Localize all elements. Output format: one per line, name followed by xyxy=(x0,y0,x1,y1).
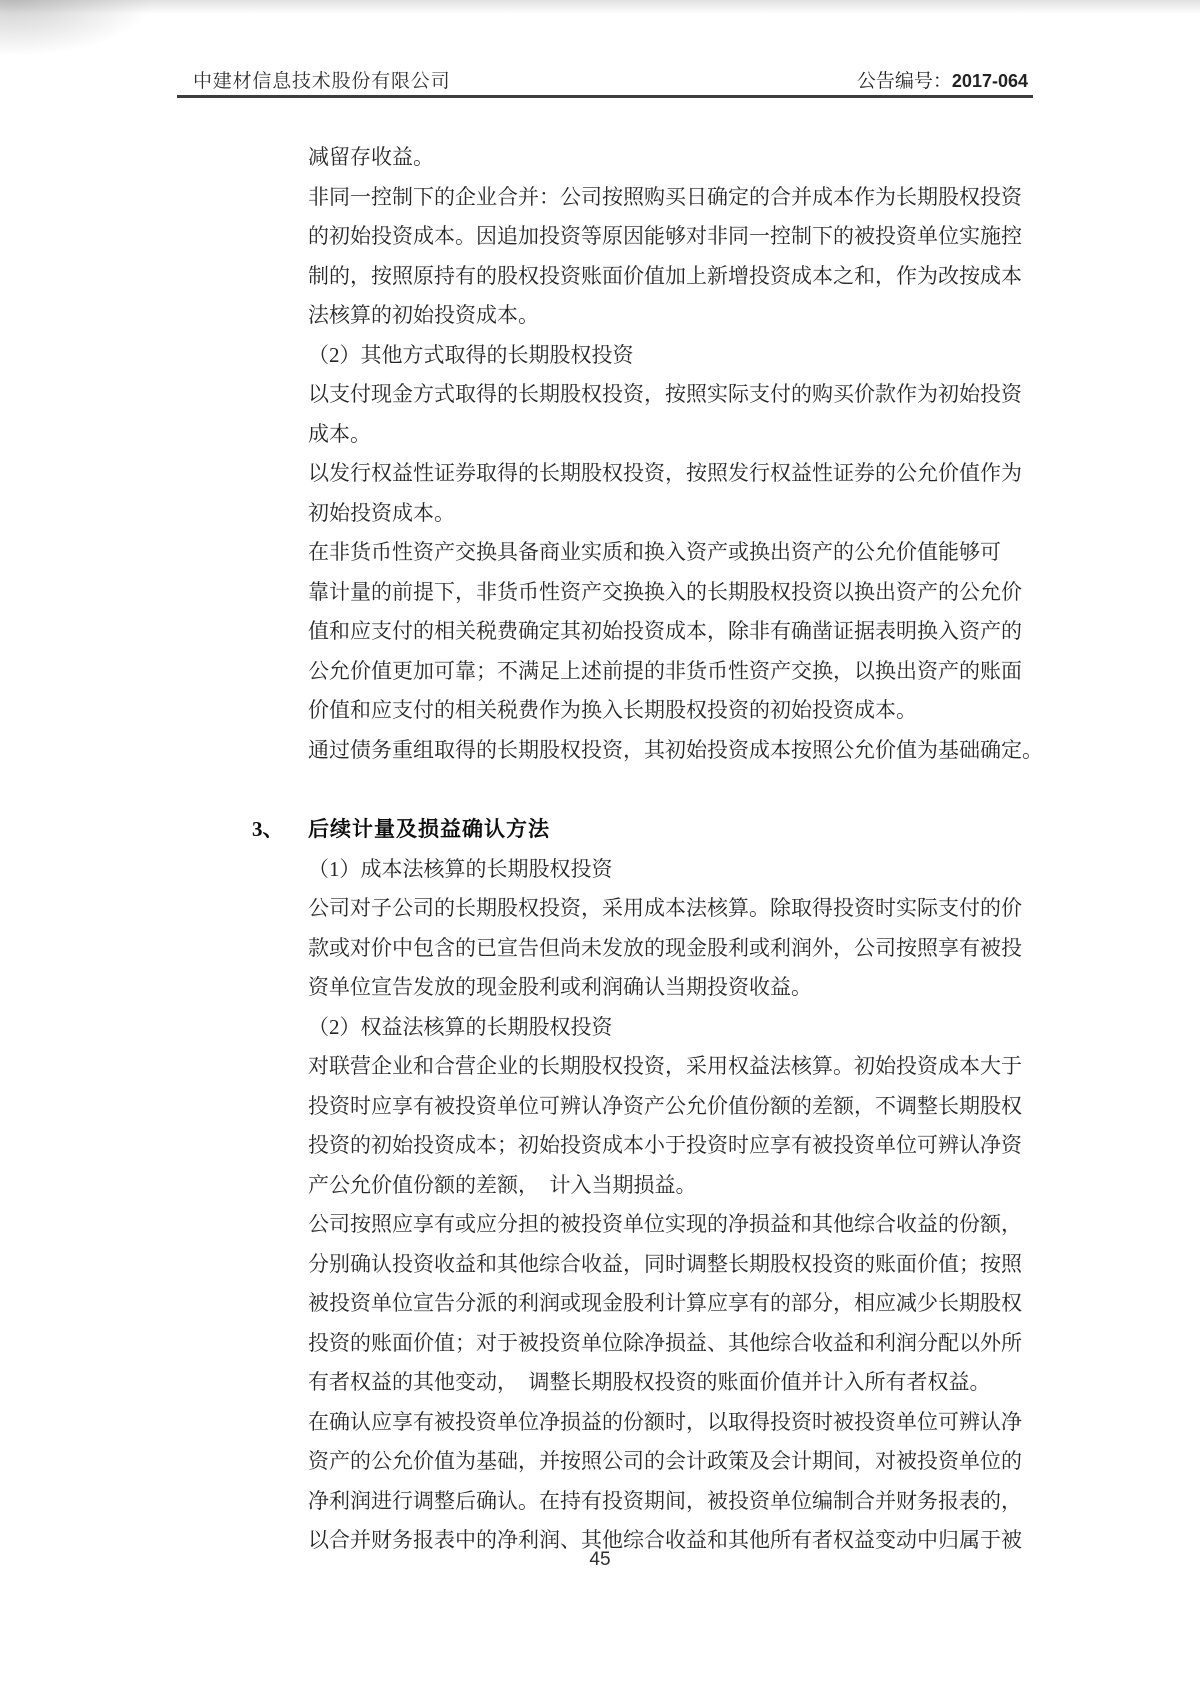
document-body xyxy=(252,138,1043,1561)
text-line: （2）其他方式取得的长期股权投资 xyxy=(308,342,634,367)
text-line: 有者权益的其他变动， 调整长期股权投资的账面价值并计入所有者权益。 xyxy=(308,1370,991,1394)
text-line: 资产的公允价值为基础，并按照公司的会计政策及会计期间，对被投资单位的 xyxy=(308,1449,1022,1473)
section-heading-text: 后续计量及损益确认方法 xyxy=(308,818,550,841)
text-line: 公司按照应享有或应分担的被投资单位实现的净损益和其他综合收益的份额， xyxy=(308,1212,1022,1236)
text-line: 在确认应享有被投资单位净损益的份额时，以取得投资时被投资单位可辨认净 xyxy=(308,1409,1022,1434)
text-line: 值和应支付的相关税费确定其初始投资成本，除非有确凿证据表明换入资产的 xyxy=(308,619,1022,643)
header-notice xyxy=(857,66,1028,93)
text-line: 制的，按照原持有的股权投资账面价值加上新增投资成本之和，作为改按成本 xyxy=(308,263,1022,288)
text-line: 通过债务重组取得的长期股权投资，其初始投资成本按照公允价值为基础确定。 xyxy=(308,737,1043,762)
header-company-name: 中建材信息技术股份有限公司 xyxy=(193,71,451,92)
text-line: 减留存收益。 xyxy=(308,145,434,169)
text-line: 投资的账面价值；对于被投资单位除净损益、其他综合收益和利润分配以外所 xyxy=(308,1330,1022,1355)
text-line: 净利润进行调整后确认。在持有投资期间，被投资单位编制合并财务报表的， xyxy=(308,1488,1022,1513)
text-line: 资单位宣告发放的现金股利或利润确认当期投资收益。 xyxy=(308,975,812,999)
text-line: 被投资单位宣告分派的利润或现金股利计算应享有的部分，相应减少长期股权 xyxy=(308,1291,1022,1315)
text-line: 公允价值更加可靠；不满足上述前提的非货币性资产交换，以换出资产的账面 xyxy=(308,658,1022,683)
text-line: 价值和应支付的相关税费作为换入长期股权投资的初始投资成本。 xyxy=(308,698,917,722)
scan-artifact-top-edge xyxy=(0,0,1200,14)
paragraph-spacer xyxy=(308,770,1022,810)
header-divider-rule xyxy=(177,95,1033,98)
text-line: 初始投资成本。 xyxy=(308,500,455,525)
text-line: 分别确认投资收益和其他综合收益，同时调整长期股权投资的账面价值；按照 xyxy=(308,1251,1022,1276)
text-line: 对联营企业和合营企业的长期股权投资，采用权益法核算。初始投资成本大于 xyxy=(308,1054,1022,1078)
text-line: （1）成本法核算的长期股权投资 xyxy=(308,856,613,881)
text-line: 非同一控制下的企业合并：公司按照购买日确定的合并成本作为长期股权投资 xyxy=(308,184,1022,209)
page-number: 45 xyxy=(589,1549,611,1570)
text-line: 法核算的初始投资成本。 xyxy=(308,303,539,327)
notice-label: 公告编号： xyxy=(856,71,952,92)
text-line: 投资时应享有被投资单位可辨认净资产公允价值份额的差额，不调整长期股权 xyxy=(308,1093,1022,1118)
text-line: 在非货币性资产交换具备商业实质和换入资产或换出资产的公允价值能够可 xyxy=(308,540,1001,564)
text-line: 公司对子公司的长期股权投资，采用成本法核算。除取得投资时实际支付的价 xyxy=(308,896,1022,920)
text-line: 款或对价中包含的已宣告但尚未发放的现金股利或利润外，公司按照享有被投 xyxy=(308,935,1022,960)
text-line: 成本。 xyxy=(308,421,371,446)
text-line: 靠计量的前提下，非货币性资产交换换入的长期股权投资以换出资产的公允价 xyxy=(308,579,1022,604)
notice-number: 2017-064 xyxy=(951,71,1028,91)
section-number: 3、 xyxy=(252,817,284,841)
text-line: 投资的初始投资成本；初始投资成本小于投资时应享有被投资单位可辨认净资 xyxy=(308,1133,1022,1157)
text-line: 以发行权益性证券取得的长期股权投资，按照发行权益性证券的公允价值作为 xyxy=(308,461,1022,485)
text-line: 产公允价值份额的差额， 计入当期损益。 xyxy=(308,1172,697,1197)
text-line: 以合并财务报表中的净利润、其他综合收益和其他所有者权益变动中归属于被 xyxy=(308,1528,1022,1552)
text-line: （2）权益法核算的长期股权投资 xyxy=(308,1014,613,1039)
section-heading xyxy=(252,810,1022,850)
text-line: 的初始投资成本。因追加投资等原因能够对非同一控制下的被投资单位实施控 xyxy=(308,224,1022,248)
text-line: 以支付现金方式取得的长期股权投资，按照实际支付的购买价款作为初始投资 xyxy=(308,382,1022,406)
scan-artifact-corner-smudge xyxy=(0,0,150,55)
